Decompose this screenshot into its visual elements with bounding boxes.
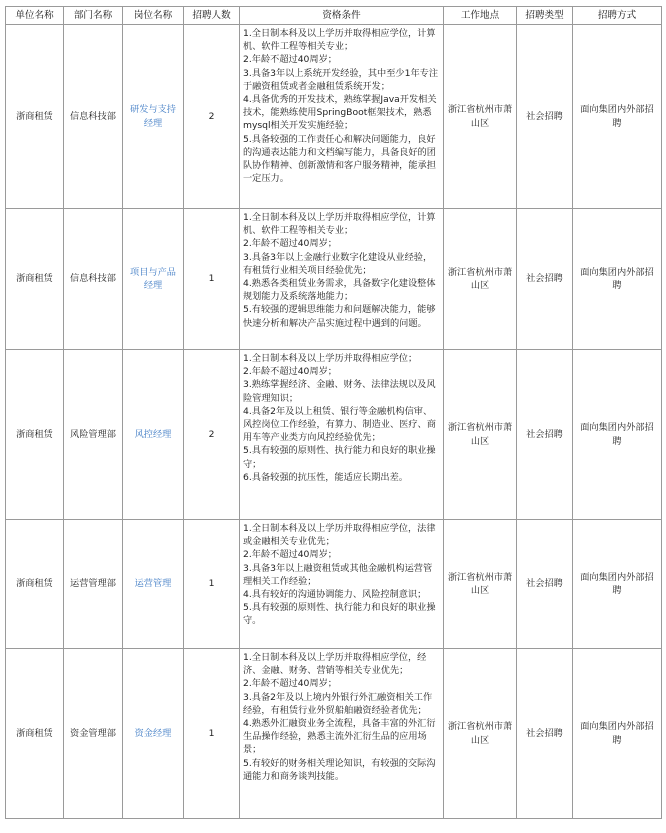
requirement-item: 1.全日制本科及以上学历并取得相应学位，法律或金融相关专业优先； bbox=[243, 523, 436, 548]
count-cell: 1 bbox=[184, 649, 240, 819]
department-cell: 风险管理部 bbox=[64, 350, 123, 520]
position-link[interactable]: 项目与产品经理 bbox=[123, 209, 184, 350]
header-location: 工作地点 bbox=[444, 7, 517, 25]
location-cell: 浙江省杭州市萧山区 bbox=[444, 520, 517, 649]
count-cell: 2 bbox=[184, 350, 240, 520]
requirement-item: 1.全日制本科及以上学历并取得相应学位，经济、金融、财务、营销等相关专业优先； bbox=[243, 652, 427, 677]
requirements-cell bbox=[240, 25, 444, 209]
type-cell: 社会招聘 bbox=[517, 649, 573, 819]
job-posting-table bbox=[5, 6, 662, 819]
type-cell: 社会招聘 bbox=[517, 350, 573, 520]
requirement-item: 3.具备3年以上金融行业数字化建设从业经验，有租赁行业相关项目经验优先； bbox=[243, 251, 433, 276]
requirement-item: 2.年龄不超过40周岁； bbox=[243, 238, 337, 250]
table-row bbox=[6, 649, 662, 819]
location-cell: 浙江省杭州市萧山区 bbox=[444, 350, 517, 520]
requirement-item: 5.具有较强的原则性、执行能力和良好的职业操守。 bbox=[243, 602, 436, 627]
requirements-cell bbox=[240, 350, 444, 520]
position-link[interactable]: 资金经理 bbox=[123, 649, 184, 819]
requirement-item: 5.具备较强的工作责任心和解决问题能力，良好的沟通表达能力和文档编写能力，具备良好的团队协作精神、创新激情和客户服务精神，能承担一定压力。 bbox=[243, 133, 436, 185]
count-cell: 2 bbox=[184, 25, 240, 209]
table-row bbox=[6, 520, 662, 649]
header-row bbox=[6, 7, 662, 25]
department-cell: 信息科技部 bbox=[64, 25, 123, 209]
header-position: 岗位名称 bbox=[123, 7, 184, 25]
location-cell: 浙江省杭州市萧山区 bbox=[444, 209, 517, 350]
department-cell: 资金管理部 bbox=[64, 649, 123, 819]
header-method: 招聘方式 bbox=[573, 7, 662, 25]
requirement-item: 3.熟练掌握经济、金融、财务、法律法规以及风险管理知识； bbox=[243, 379, 436, 404]
requirements-cell bbox=[240, 209, 444, 350]
count-cell: 1 bbox=[184, 520, 240, 649]
requirement-item: 3.具备3年以上融资租赁或其他金融机构运营管理相关工作经验； bbox=[243, 562, 433, 587]
requirement-item: 6.具备较强的抗压性，能适应长期出差。 bbox=[243, 471, 408, 483]
requirement-item: 3.具备3年以上系统开发经验，其中至少1年专注于融资租赁或者金融租赁系统开发； bbox=[243, 67, 439, 92]
requirement-item: 4.具备2年及以上租赁、银行等金融机构信审、风控岗位工作经验，有算力、制造业、医疗、商用车等产业类方向风控经验优先； bbox=[243, 405, 436, 444]
requirement-item: 1.全日制本科及以上学历并取得相应学位，计算机、软件工程等相关专业； bbox=[243, 28, 436, 53]
requirement-item: 2.年龄不超过40周岁； bbox=[243, 549, 337, 561]
count-cell: 1 bbox=[184, 209, 240, 350]
requirement-item: 4.熟悉外汇融资业务全流程，具备丰富的外汇衍生品操作经验，熟悉主流外汇衍生品的应用场景； bbox=[243, 718, 436, 756]
requirement-item: 2.年龄不超过40周岁； bbox=[243, 678, 337, 690]
company-cell: 浙商租赁 bbox=[6, 350, 64, 520]
requirements-cell bbox=[240, 520, 444, 649]
requirement-item: 4.具有较好的沟通协调能力、风险控制意识； bbox=[243, 589, 427, 601]
company-cell: 浙商租赁 bbox=[6, 209, 64, 350]
method-cell: 面向集团内外部招聘 bbox=[573, 649, 662, 819]
table-row bbox=[6, 209, 662, 350]
method-cell: 面向集团内外部招聘 bbox=[573, 520, 662, 649]
requirement-item: 5.有较好的财务相关理论知识，有较强的交际沟通能力和商务谈判技能。 bbox=[243, 757, 436, 782]
requirement-item: 4.具备优秀的开发技术，熟练掌握Java开发相关技术，能熟练使用SpringBoot框架技术，熟悉mysql相关开发实施经验； bbox=[243, 94, 437, 132]
requirement-item: 3.具备2年及以上境内外银行外汇融资相关工作经验，有租赁行业外贸船舶融资经验者优先； bbox=[243, 691, 433, 716]
method-cell: 面向集团内外部招聘 bbox=[573, 209, 662, 350]
header-requirements: 资格条件 bbox=[240, 7, 444, 25]
position-link[interactable]: 研发与支持经理 bbox=[123, 25, 184, 209]
header-company: 单位名称 bbox=[6, 7, 64, 25]
location-cell: 浙江省杭州市萧山区 bbox=[444, 25, 517, 209]
requirement-item: 2.年龄不超过40周岁； bbox=[243, 54, 337, 66]
type-cell: 社会招聘 bbox=[517, 520, 573, 649]
requirement-item: 4.熟悉各类租赁业务需求，具备数字化建设整体规划能力及系统落地能力； bbox=[243, 278, 436, 303]
type-cell: 社会招聘 bbox=[517, 25, 573, 209]
header-type: 招聘类型 bbox=[517, 7, 573, 25]
table-row bbox=[6, 350, 662, 520]
company-cell: 浙商租赁 bbox=[6, 520, 64, 649]
position-link[interactable]: 风控经理 bbox=[123, 350, 184, 520]
requirement-item: 5.具有较强的原则性、执行能力和良好的职业操守； bbox=[243, 445, 436, 470]
type-cell: 社会招聘 bbox=[517, 209, 573, 350]
requirements-cell bbox=[240, 649, 444, 819]
requirement-item: 1.全日制本科及以上学历并取得相应学位； bbox=[243, 353, 418, 364]
company-cell: 浙商租赁 bbox=[6, 25, 64, 209]
department-cell: 运营管理部 bbox=[64, 520, 123, 649]
table-row bbox=[6, 25, 662, 209]
requirement-item: 1.全日制本科及以上学历并取得相应学位，计算机、软件工程等相关专业； bbox=[243, 212, 436, 237]
department-cell: 信息科技部 bbox=[64, 209, 123, 350]
method-cell: 面向集团内外部招聘 bbox=[573, 350, 662, 520]
requirement-item: 2.年龄不超过40周岁； bbox=[243, 366, 337, 378]
header-department: 部门名称 bbox=[64, 7, 123, 25]
header-count: 招聘人数 bbox=[184, 7, 240, 25]
position-link[interactable]: 运营管理 bbox=[123, 520, 184, 649]
company-cell: 浙商租赁 bbox=[6, 649, 64, 819]
requirement-item: 5.有较强的逻辑思维能力和问题解决能力，能够快速分析和解决产品实施过程中遇到的问题。 bbox=[243, 304, 436, 329]
location-cell: 浙江省杭州市萧山区 bbox=[444, 649, 517, 819]
method-cell: 面向集团内外部招聘 bbox=[573, 25, 662, 209]
